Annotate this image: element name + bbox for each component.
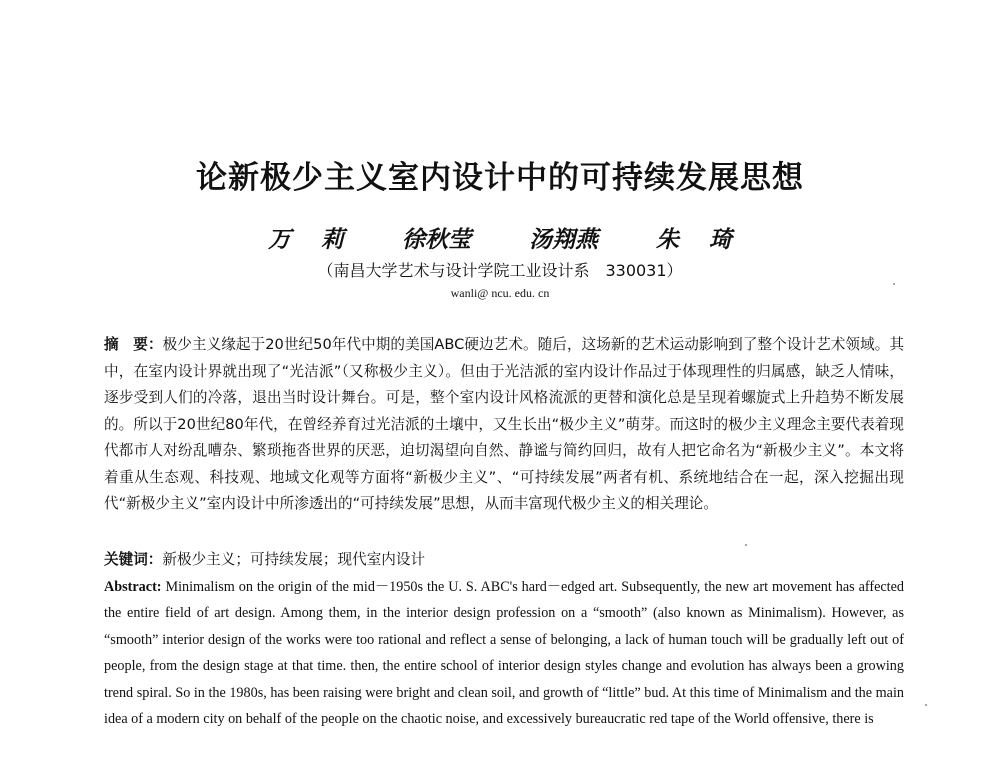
keywords-label: 关键词： bbox=[104, 551, 163, 568]
keywords-text: 新极少主义；可持续发展；现代室内设计 bbox=[162, 551, 426, 568]
author-affiliation: （南昌大学艺术与设计学院工业设计系 330031） bbox=[317, 261, 683, 280]
abstract-chinese bbox=[104, 332, 904, 518]
scan-speck bbox=[893, 283, 895, 285]
author-name: 万 莉 bbox=[267, 226, 344, 253]
author-list bbox=[0, 221, 1000, 254]
author-name: 汤翔燕 bbox=[529, 226, 598, 253]
abstract-en-text: Minimalism on the origin of the mid－1950s the U. S. ABC's hard－edged art. Subsequently, the new art movement has affected the entire field of art design. Among them, in the interior design profession on a “smooth” (also known as Minimalism). However, as “smooth” interior design of the works were too rational and reflect a sense of belonging, a lack of human touch will be gradually left out of people, from the design stage at that time. then, the entire school of interior design styles change and evolution has always been a growing trend spiral. So in the 1980s, has been raising were bright and clean soil, and growth of “little” bud. At this time of Minimalism and the main idea of a modern city on behalf of the people on the chaotic noise, and excessively bureaucratic red tape of the World offensive, there is bbox=[104, 579, 904, 728]
scan-speck bbox=[745, 544, 747, 546]
author-email: wanli@ ncu. edu. cn bbox=[450, 286, 550, 300]
paper-title: 论新极少主义室内设计中的可持续发展思想 bbox=[196, 160, 804, 196]
abstract-cn-text: 极少主义缘起于20世纪50年代中期的美国ABC硬边艺术。随后，这场新的艺术运动影响到了整个设计艺术领域。其中，在室内设计界就出现了“光洁派”（又称极少主义）。但由于光洁派的室内设计作品过于体现理性的归属感，缺乏人情味，逐步受到人们的冷落，退出当时设计舞台。可是，整个室内设计风格流派的更替和演化总是呈现着螺旋式上升趋势不断发展的。所以于20世纪80年代，在曾经养育过光洁派的土壤中，又生长出“极少主义”萌芽。而这时的极少主义理念主要代表着现代都市人对纷乱嘈杂、繁琐拖沓世界的厌恶，迫切渴望向自然、静谧与简约回归，故有人把它命名为“新极少主义”。本文将着重从生态观、科技观、地域文化观等方面将“新极少主义”、“可持续发展”两者有机、系统地结合在一起，深入挖掘出现代“新极少主义”室内设计中所渗透出的“可持续发展”思想，从而丰富现代极少主义的相关理论。 bbox=[104, 336, 904, 512]
abstract-english bbox=[104, 574, 904, 732]
keywords-chinese bbox=[104, 547, 904, 573]
abstract-cn-label: 摘 要： bbox=[104, 336, 163, 353]
scan-speck bbox=[925, 704, 927, 706]
author-name: 徐秋莹 bbox=[401, 226, 471, 253]
author-name: 朱 琦 bbox=[656, 226, 733, 253]
abstract-en-label: Abstract: bbox=[104, 579, 162, 595]
